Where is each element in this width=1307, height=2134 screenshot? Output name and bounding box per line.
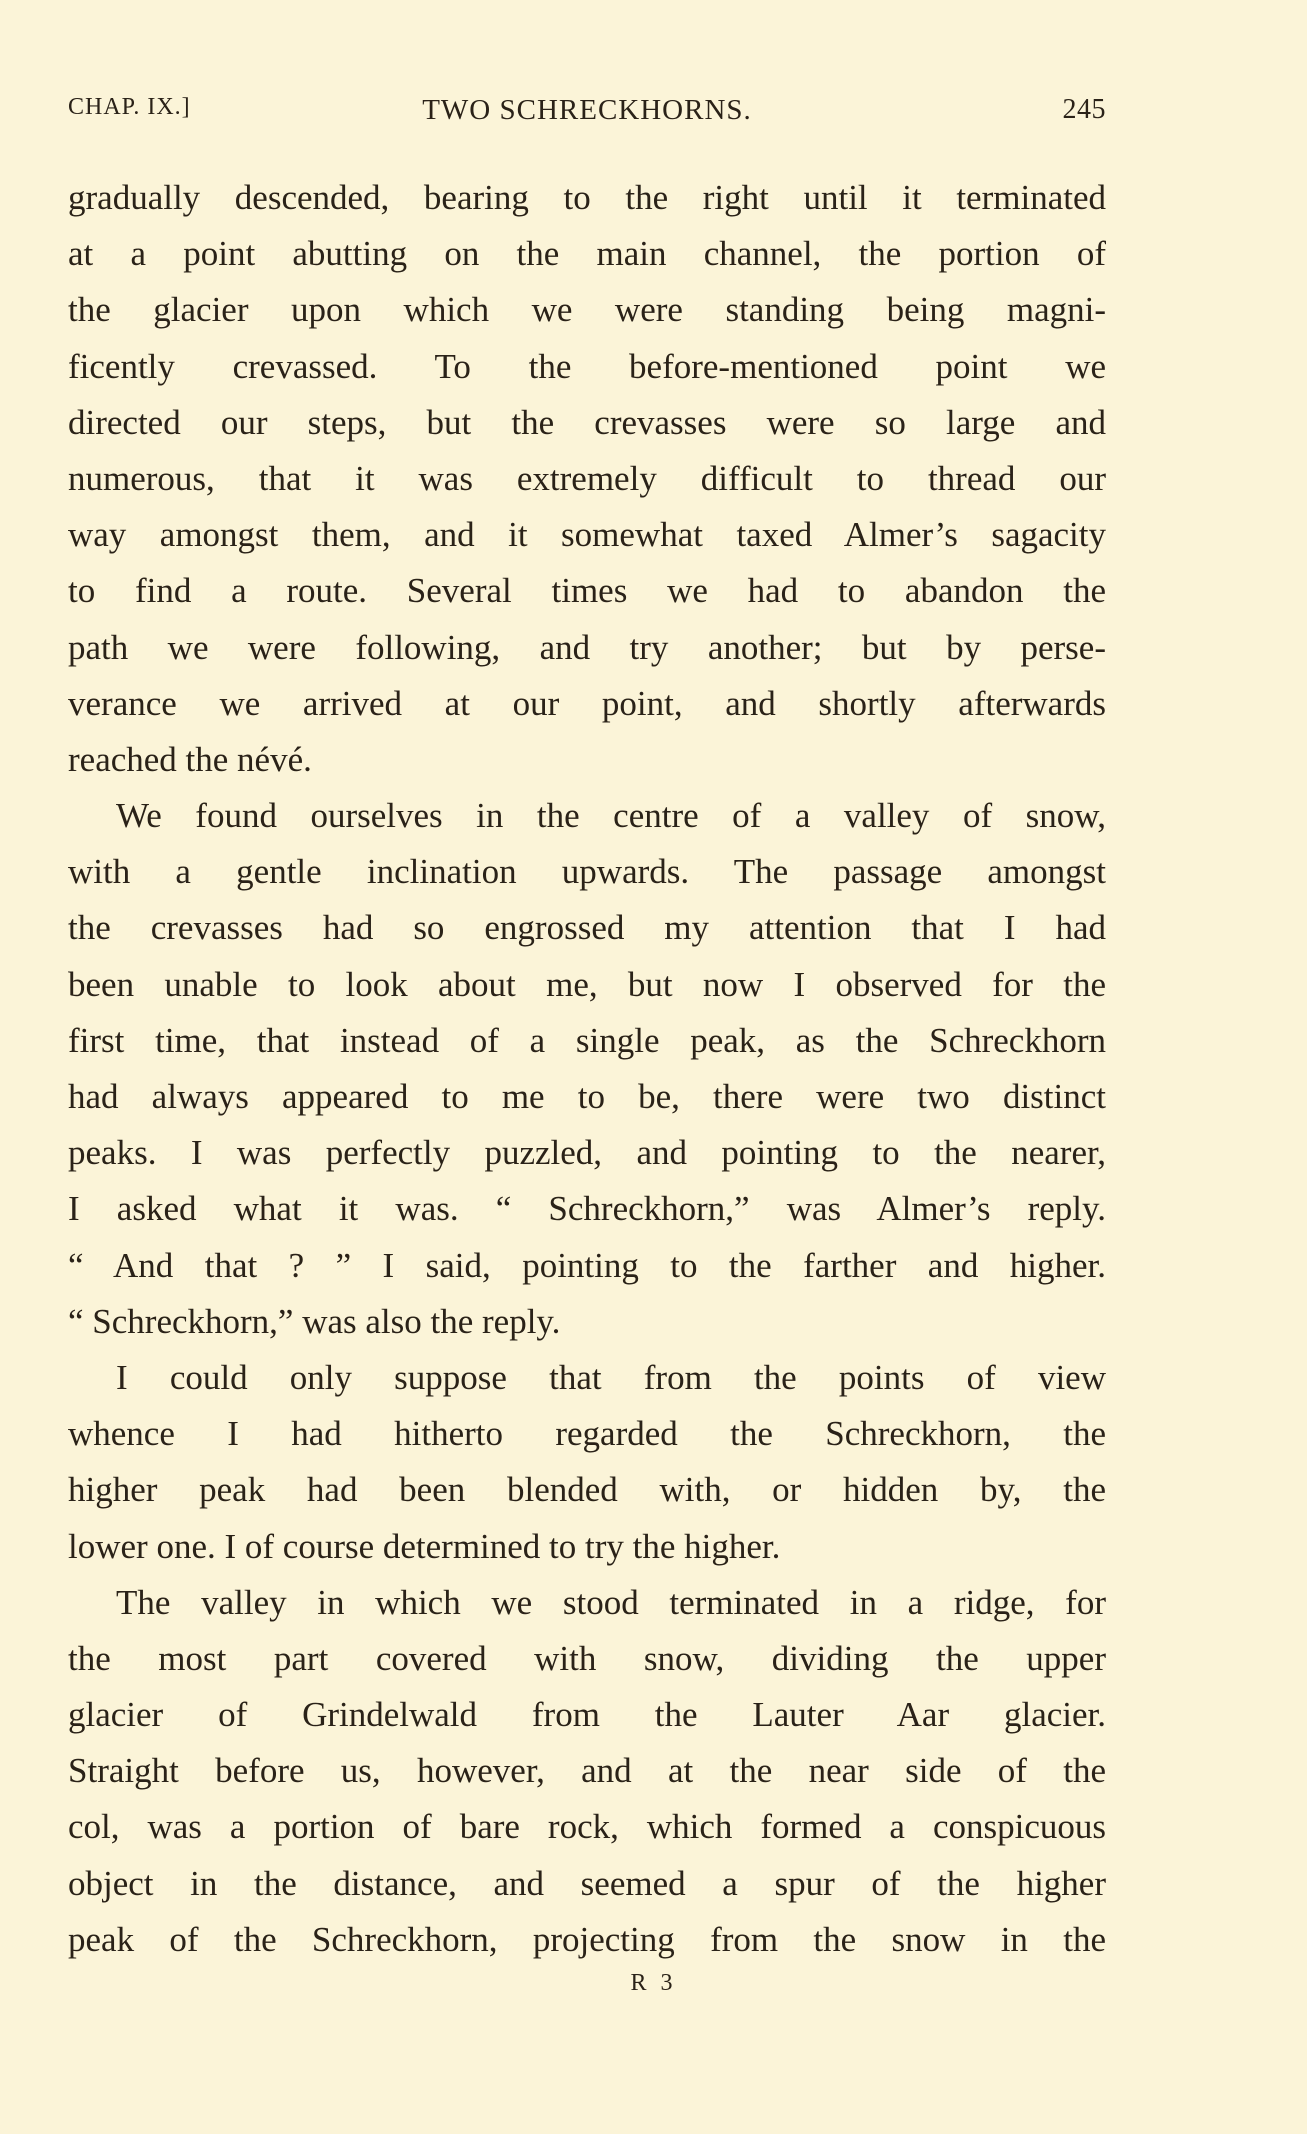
text-line: “ Schreckhorn,” was also the reply. [68, 1301, 561, 1341]
text-line: peak of the Schreckhorn, projecting from the snow in the [68, 1919, 1106, 1959]
running-title: TWO SCHRECKHORNS. [422, 94, 752, 126]
text-line: way amongst them, and it somewhat taxed Almer’s sagacity [68, 515, 1106, 555]
text-line: “ And that ? ” I said, pointing to the farther and higher. [68, 1245, 1106, 1285]
body-text [68, 170, 1106, 1968]
text-line: We found ourselves in the centre of a valley of snow, [116, 796, 1106, 836]
text-line: at a point abutting on the main channel, the portion of [68, 234, 1106, 274]
text-line: path we were following, and try another; but by perse- [68, 627, 1106, 667]
text-line: gradually descended, bearing to the right until it terminated [68, 178, 1106, 217]
text-line: I asked what it was. “ Schreckhorn,” was Almer’s reply. [68, 1189, 1106, 1229]
running-head [68, 94, 1106, 134]
text-line: glacier of Grindelwald from the Lauter Aar glacier. [68, 1695, 1106, 1735]
text-line: the glacier upon which we were standing being magni- [68, 290, 1106, 330]
text-line: directed our steps, but the crevasses were so large and [68, 402, 1106, 442]
text-line: numerous, that it was extremely difficult to thread our [68, 458, 1106, 498]
text-line: whence I had hitherto regarded the Schreckhorn, the [68, 1414, 1106, 1454]
text-line: to find a route. Several times we had to abandon the [68, 571, 1106, 611]
text-line: I could only suppose that from the points of view [116, 1357, 1106, 1397]
text-line: The valley in which we stood terminated in a ridge, for [116, 1582, 1106, 1622]
text-line: first time, that instead of a single peak, as the Schreckhorn [68, 1020, 1106, 1060]
text-line: lower one. I of course determined to try the higher. [68, 1526, 781, 1566]
text-line: had always appeared to me to be, there were two distinct [68, 1077, 1106, 1116]
text-line: higher peak had been blended with, or hidden by, the [68, 1470, 1106, 1510]
text-line: reached the névé. [68, 739, 312, 779]
text-line: been unable to look about me, but now I observed for the [68, 964, 1106, 1004]
text-line: with a gentle inclination upwards. The passage amongst [68, 852, 1106, 892]
text-line: the crevasses had so engrossed my attention that I had [68, 908, 1106, 948]
text-line: verance we arrived at our point, and shortly afterwards [68, 683, 1106, 723]
chapter-label: CHAP. IX.] [68, 94, 191, 120]
text-line: object in the distance, and seemed a spur of the higher [68, 1863, 1106, 1903]
signature-mark: R 3 [630, 1970, 677, 1996]
page-number: 245 [1062, 94, 1106, 125]
text-line: Straight before us, however, and at the near side of the [68, 1751, 1106, 1791]
text-line: the most part covered with snow, dividing the upper [68, 1638, 1106, 1678]
text-line: col, was a portion of bare rock, which formed a conspicuous [68, 1807, 1106, 1847]
text-line: peaks. I was perfectly puzzled, and pointing to the nearer, [68, 1133, 1106, 1173]
text-line: ficently crevassed. To the before-mentioned point we [68, 346, 1106, 386]
